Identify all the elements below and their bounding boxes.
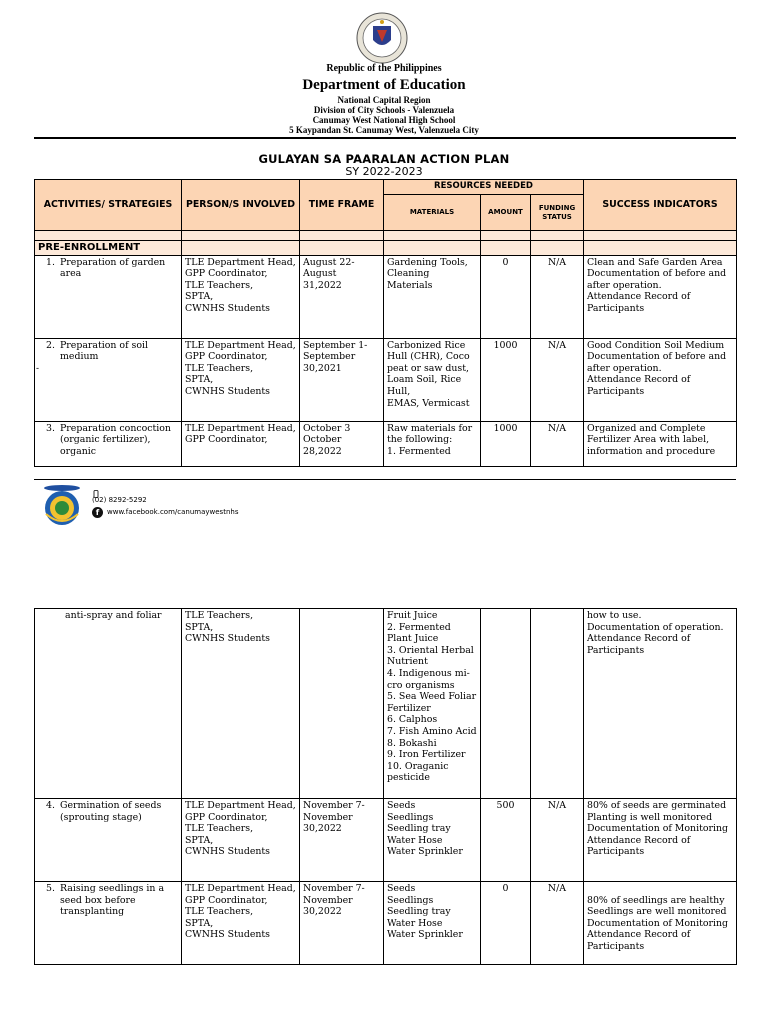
resources-header: RESOURCES NEEDED: [384, 180, 584, 195]
school-year: SY 2022-2023: [345, 165, 423, 178]
success-cell: 80% of seeds are germinated Planting is well monitored Documentation of Monitoring Attendance Record of Participants: [584, 799, 737, 882]
table-row: [35, 799, 737, 882]
amount-cell: [481, 609, 531, 799]
persons-header: PERSON/S INVOLVED: [182, 180, 300, 231]
activity-cell: [35, 255, 182, 338]
letterhead-divider: [34, 137, 736, 139]
persons-cell: TLE Department Head, GPP Coordinator, TLE Teachers, SPTA, CWNHS Students: [182, 338, 300, 421]
table-row: [35, 421, 737, 466]
school-name: Canumay West National High School: [312, 115, 456, 125]
activities-header: ACTIVITIES/ STRATEGIES: [35, 180, 182, 231]
success-cell: Organized and Complete Fertilizer Area with label, information and procedure: [584, 421, 737, 466]
timeframe-cell: November 7- November 30,2022: [300, 799, 384, 882]
timeframe-cell: October 3 October 28,2022: [300, 421, 384, 466]
amount-cell: 1000: [481, 421, 531, 466]
funding-cell: N/A: [531, 799, 584, 882]
activity-number: 4.: [46, 800, 55, 811]
success-header: SUCCESS INDICATORS: [584, 180, 737, 231]
school-logo-icon: [40, 484, 84, 526]
deped-seal-icon: [355, 12, 409, 64]
activity-text: Preparation of soil medium: [60, 339, 148, 363]
activity-cell: [35, 799, 182, 882]
amount-cell: 0: [481, 882, 531, 965]
success-cell: Good Condition Soil Medium Documentation of before and after operation. Attendance Record of Participants: [584, 338, 737, 421]
funding-cell: N/A: [531, 338, 584, 421]
document-title: GULAYAN SA PAARALAN ACTION PLAN: [258, 152, 510, 166]
activity-text: Preparation of garden area: [60, 256, 166, 280]
persons-cell: TLE Teachers, SPTA, CWNHS Students: [182, 609, 300, 799]
phone-number: (02) 8292-5292: [92, 496, 147, 504]
republic-text: Republic of the Philippines: [326, 63, 442, 74]
funding-cell: N/A: [531, 255, 584, 338]
division-text: Division of City Schools - Valenzuela: [313, 105, 455, 115]
school-address: 5 Kaypandan St. Canumay West, Valenzuela City: [289, 125, 479, 135]
activity-text: Raising seedlings in a seed box before transplanting: [60, 883, 165, 918]
action-plan-table-page-2: [34, 608, 737, 965]
amount-cell: 500: [481, 799, 531, 882]
stray-dash: -: [36, 364, 40, 374]
activity-text: Germination of seeds (sprouting stage): [60, 800, 162, 823]
activity-number: 1.: [46, 256, 55, 268]
timeframe-cell: August 22- August 31,2022: [300, 255, 384, 338]
timeframe-header: TIME FRAME: [300, 180, 384, 231]
success-cell: how to use. Documentation of operation. Attendance Record of Participants: [584, 609, 737, 799]
amount-cell: 1000: [481, 338, 531, 421]
section-row: [35, 241, 737, 256]
activity-cell: [35, 421, 182, 466]
activity-cell: [35, 338, 182, 421]
timeframe-cell: November 7- November 30,2022: [300, 882, 384, 965]
materials-cell: Carbonized Rice Hull (CHR), Coco peat or saw dust, Loam Soil, Rice Hull, EMAS, Vermicast: [384, 338, 481, 421]
success-cell: Clean and Safe Garden Area Documentation of before and after operation. Attendance Record of Participants: [584, 255, 737, 338]
materials-header: MATERIALS: [384, 195, 481, 231]
amount-cell: 0: [481, 255, 531, 338]
success-cell: 80% of seedlings are healthy Seedlings are well monitored Documentation of Monitoring Attendance Record of Participants: [584, 882, 737, 965]
timeframe-cell: [300, 609, 384, 799]
action-plan-table-page-1: [34, 179, 737, 467]
activity-number: 3.: [46, 422, 55, 434]
table-row: [35, 609, 737, 799]
facebook-link[interactable]: www.facebook.com/canumaywestnhs: [107, 508, 239, 516]
footer-divider: [34, 479, 736, 480]
persons-cell: TLE Department Head, GPP Coordinator, TLE Teachers, SPTA, CWNHS Students: [182, 882, 300, 965]
materials-cell: Raw materials for the following: 1. Fermented: [384, 421, 481, 466]
table-row: [35, 338, 737, 421]
timeframe-cell: September 1- September 30,2021: [300, 338, 384, 421]
activity-text: anti-spray and foliar: [65, 610, 162, 621]
funding-cell: [531, 609, 584, 799]
table-row: [35, 255, 737, 338]
table-row: [35, 882, 737, 965]
facebook-icon: f: [92, 507, 103, 518]
activity-text: Preparation concoction (organic fertilizer), organic: [60, 422, 171, 457]
persons-cell: TLE Department Head, GPP Coordinator, TLE Teachers, SPTA, CWNHS Students: [182, 255, 300, 338]
funding-cell: N/A: [531, 421, 584, 466]
materials-cell: Seeds Seedlings Seedling tray Water Hose Water Sprinkler: [384, 799, 481, 882]
region-text: National Capital Region: [337, 95, 431, 105]
amount-header: AMOUNT: [481, 195, 531, 231]
footer-contact: [92, 490, 238, 518]
materials-cell: Fruit Juice 2. Fermented Plant Juice 3. Oriental Herbal Nutrient 4. Indigenous mi-cro organisms 5. Sea Weed Foliar Fertilizer 6. Calphos 7. Fish Amino Acid 8. Bokashi 9. Iron Fertilizer 10. Oraganic pesticide: [384, 609, 481, 799]
activity-cell: [35, 882, 182, 965]
department-title: Department of Education: [302, 77, 466, 93]
spacer-row: [35, 231, 737, 241]
funding-cell: N/A: [531, 882, 584, 965]
activity-cell: [35, 609, 182, 799]
activity-number: 5.: [46, 883, 55, 894]
section-label: PRE-ENROLLMENT: [35, 241, 182, 256]
persons-cell: TLE Department Head, GPP Coordinator, TLE Teachers, SPTA, CWNHS Students: [182, 799, 300, 882]
materials-cell: Gardening Tools, Cleaning Materials: [384, 255, 481, 338]
persons-cell: TLE Department Head, GPP Coordinator,: [182, 421, 300, 466]
materials-cell: Seeds Seedlings Seedling tray Water Hose Water Sprinkler: [384, 882, 481, 965]
funding-header: FUNDING STATUS: [531, 195, 584, 231]
activity-number: 2.: [46, 339, 55, 351]
